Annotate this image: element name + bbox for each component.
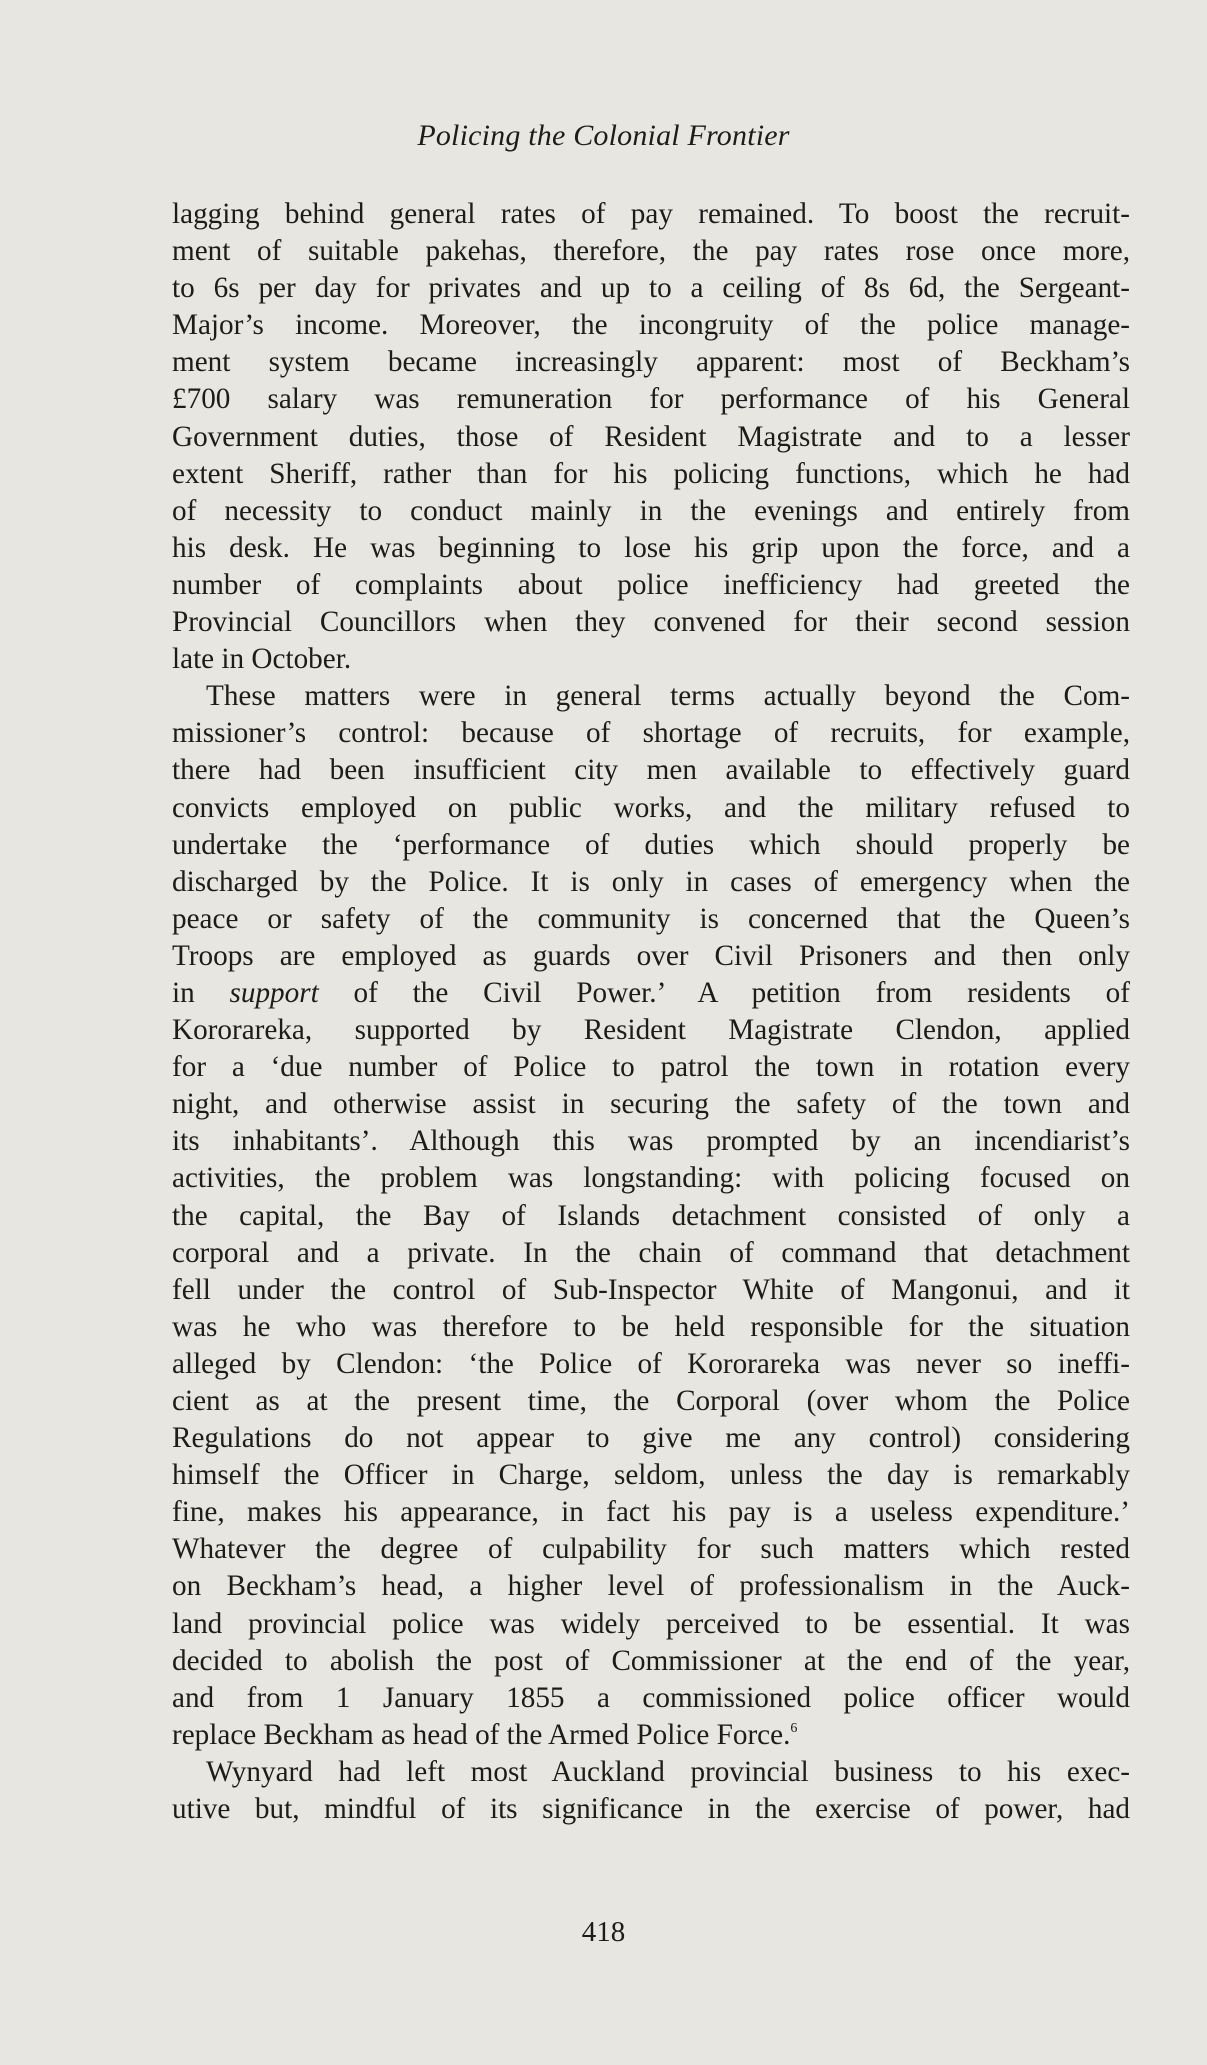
text-line: missioner’s control: because of shortage of recruits, for example, <box>172 717 1130 750</box>
text-line: the capital, the Bay of Islands detachment consisted of only a <box>172 1199 1130 1232</box>
text-line: ment of suitable pakehas, therefore, the pay rates rose once more, <box>172 235 1130 268</box>
text-line: £700 salary was remuneration for performance of his General <box>172 383 1130 416</box>
body-text <box>172 196 1130 1828</box>
text-line: of necessity to conduct mainly in the evenings and entirely from <box>172 494 1130 527</box>
text-line: to 6s per day for privates and up to a ceiling of 8s 6d, the Sergeant- <box>172 272 1130 305</box>
text-line: Regulations do not appear to give me any control) considering <box>172 1422 1130 1455</box>
text-line: for a ‘due number of Police to patrol the town in rotation every <box>172 1051 1130 1084</box>
text-line: activities, the problem was longstanding: with policing focused on <box>172 1162 1130 1195</box>
running-head: Policing the Colonial Frontier <box>417 119 790 152</box>
paragraph <box>172 678 1130 1754</box>
text-line: Troops are employed as guards over Civil Prisoners and then only <box>172 939 1130 972</box>
text-line: night, and otherwise assist in securing the safety of the town and <box>172 1088 1130 1121</box>
text-line: corporal and a private. In the chain of command that detachment <box>172 1236 1130 1269</box>
text-line: in support of the Civil Power.’ A petition from residents of <box>172 976 1130 1009</box>
text-line: Provincial Councillors when they convened for their second session <box>172 606 1130 639</box>
text-line: Whatever the degree of culpability for such matters which rested <box>172 1533 1130 1566</box>
text-line: These matters were in general terms actually beyond the Com- <box>206 680 1130 713</box>
text-line: on Beckham’s head, a higher level of professionalism in the Auck- <box>172 1570 1130 1603</box>
text-line: alleged by Clendon: ‘the Police of Kororareka was never so ineffi- <box>172 1347 1130 1380</box>
text-line: its inhabitants’. Although this was prompted by an incendiarist’s <box>172 1125 1130 1158</box>
text-line: Wynyard had left most Auckland provincial business to his exec- <box>206 1755 1130 1788</box>
text-line: Major’s income. Moreover, the incongruity of the police manage- <box>172 309 1130 342</box>
paragraph <box>172 1754 1130 1828</box>
page-number: 418 <box>581 1916 626 1948</box>
text-line: land provincial police was widely perceived to be essential. It was <box>172 1607 1130 1640</box>
paragraph <box>172 196 1130 678</box>
text-line: decided to abolish the post of Commissioner at the end of the year, <box>172 1644 1130 1677</box>
text-line: number of complaints about police inefficiency had greeted the <box>172 568 1130 601</box>
text-line: convicts employed on public works, and the military refused to <box>172 791 1130 824</box>
text-line: undertake the ‘performance of duties which should properly be <box>172 828 1130 861</box>
text-line: replace Beckham as head of the Armed Police Force.$^6$ <box>172 1718 798 1751</box>
footnote-marker: 6 <box>790 1720 798 1736</box>
text-line: discharged by the Police. It is only in cases of emergency when the <box>172 865 1130 898</box>
text-line: there had been insufficient city men available to effectively guard <box>172 754 1130 787</box>
text-line: extent Sheriff, rather than for his policing functions, which he had <box>172 457 1130 490</box>
text-line: ment system became increasingly apparent: most of Beckham’s <box>172 346 1130 379</box>
text-line: himself the Officer in Charge, seldom, unless the day is remarkably <box>172 1459 1130 1492</box>
text-line: peace or safety of the community is concerned that the Queen’s <box>172 902 1130 935</box>
text-line: fine, makes his appearance, in fact his pay is a useless expenditure.’ <box>172 1496 1130 1529</box>
text-line: was he who was therefore to be held responsible for the situation <box>172 1310 1130 1343</box>
text-line: and from 1 January 1855 a commissioned police officer would <box>172 1681 1130 1714</box>
text-line: fell under the control of Sub-Inspector White of Mangonui, and it <box>172 1273 1130 1306</box>
text-line: his desk. He was beginning to lose his grip upon the force, and a <box>172 531 1130 564</box>
text-line: lagging behind general rates of pay remained. To boost the recruit- <box>172 198 1130 230</box>
text-line: late in October. <box>172 643 352 676</box>
text-line: Kororareka, supported by Resident Magistrate Clendon, applied <box>172 1014 1130 1047</box>
text-line: Government duties, those of Resident Magistrate and to a lesser <box>172 420 1130 453</box>
text-line: utive but, mindful of its significance in the exercise of power, had <box>172 1793 1130 1826</box>
text-line: cient as at the present time, the Corporal (over whom the Police <box>172 1385 1130 1417</box>
italic-emphasis: support <box>229 976 319 1009</box>
